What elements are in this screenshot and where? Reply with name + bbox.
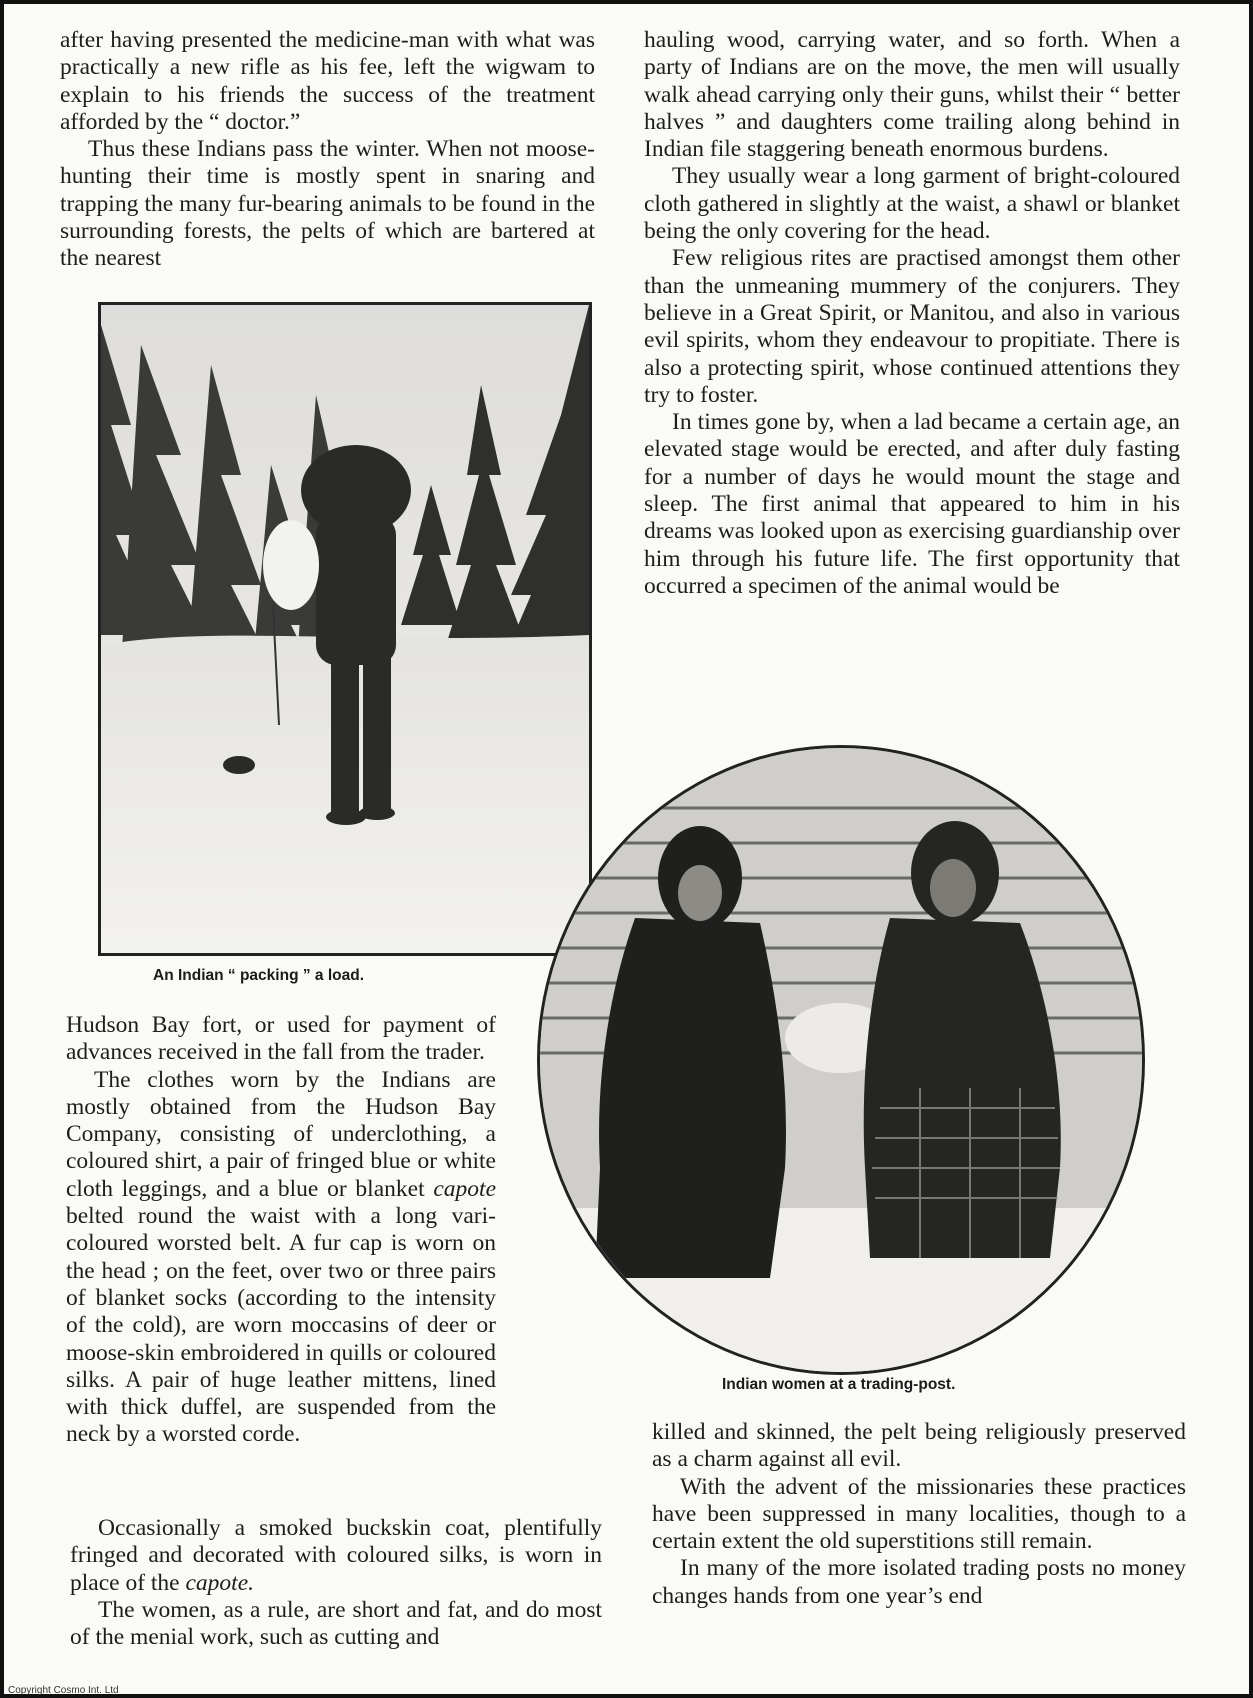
left-column-bottom-wide [70,1515,602,1651]
paragraph [66,1067,496,1449]
paragraph-text: belted round the waist with a long vari-coloured worsted belt. A fur cap is worn on the head ; on the feet, over two or three pairs of blanket socks (according to the intensity of the cold), are worn moccasins of deer or moose-skin embroidered in quills or coloured silks. A pair of huge leather mittens, lined with thick duffel, are suspended from the neck by a worsted corde. [66,1203,496,1448]
paragraph: Thus these Indians pass the winter. When not moose-hunting their time is mostly spent in snaring and trapping the many fur-bearing animals to be found in the surrounding forests, the pelts of which are bartered at the nearest [60,136,595,272]
emphasis-text: capote [433,1175,496,1202]
paragraph: In many of the more isolated trading posts no money changes hands from one year’s end [652,1555,1186,1609]
left-column-top [60,27,595,273]
photo-indian-women-trading-post [537,745,1145,1375]
right-column-bottom [652,1419,1186,1610]
paragraph: They usually wear a long garment of bright-coloured cloth gathered in slightly at the waist, a shawl or blanket being the only covering for the head. [644,163,1180,245]
paragraph: Few religious rites are practised amongst them other than the unmeaning mummery of the conjurers. They believe in a Great Spirit, or Manitou, and also in various evil spirits, whom they endeavour to propitiate. There is also a protecting spirit, whose continued attentions they try to foster. [644,245,1180,408]
paragraph: Hudson Bay fort, or used for payment of advances received in the fall from the trader. [66,1012,496,1066]
paragraph-text: The clothes worn by the Indians are mostly obtained from the Hudson Bay Company, consisting of underclothing, a coloured shirt, a pair of fringed blue or white cloth leggings, and a blue or blanket [66,1066,496,1202]
photo-indian-packing-load [98,302,592,956]
paragraph: hauling wood, carrying water, and so forth. When a party of Indians are on the move, the men will usually walk ahead carrying only their guns, whilst their “ better halves ” and daughters come trailing along behind in Indian file staggering beneath enormous burdens. [644,27,1180,163]
paragraph: The women, as a rule, are short and fat, and do most of the menial work, such as cutting and [70,1596,602,1651]
right-column-top [644,27,1180,600]
paragraph: after having presented the medicine-man with what was practically a new rifle as his fee, left the wigwam to explain to his friends the success of the treatment afforded by the “ doctor.” [60,27,595,135]
photo-illustration [540,748,1142,1372]
paragraph-text: Occasionally a smoked buckskin coat, plentifully fringed and decorated with coloured silks, is worn in place of the [70,1515,602,1596]
paragraph: killed and skinned, the pelt being religiously preserved as a charm against all evil. [652,1419,1186,1473]
left-column-bottom [66,1012,496,1449]
figure-caption: Indian women at a trading-post. [722,1376,956,1393]
figure-caption: An Indian “ packing ” a load. [153,967,364,984]
copyright-notice: Copyright Cosmo Int. Ltd [8,1685,119,1696]
photo-illustration [101,305,589,953]
paragraph [70,1515,602,1597]
paragraph: With the advent of the missionaries these practices have been suppressed in many localities, though to a certain extent the old superstitions still remain. [652,1473,1186,1555]
emphasis-text: capote. [185,1569,254,1596]
paragraph: In times gone by, when a lad became a certain age, an elevated stage would be erected, and after duly fasting for a number of days he would mount the stage and sleep. The first animal that appeared to him in his dreams was looked upon as exercising guardianship over him through his future life. The first opportunity that occurred a specimen of the animal would be [644,409,1180,599]
